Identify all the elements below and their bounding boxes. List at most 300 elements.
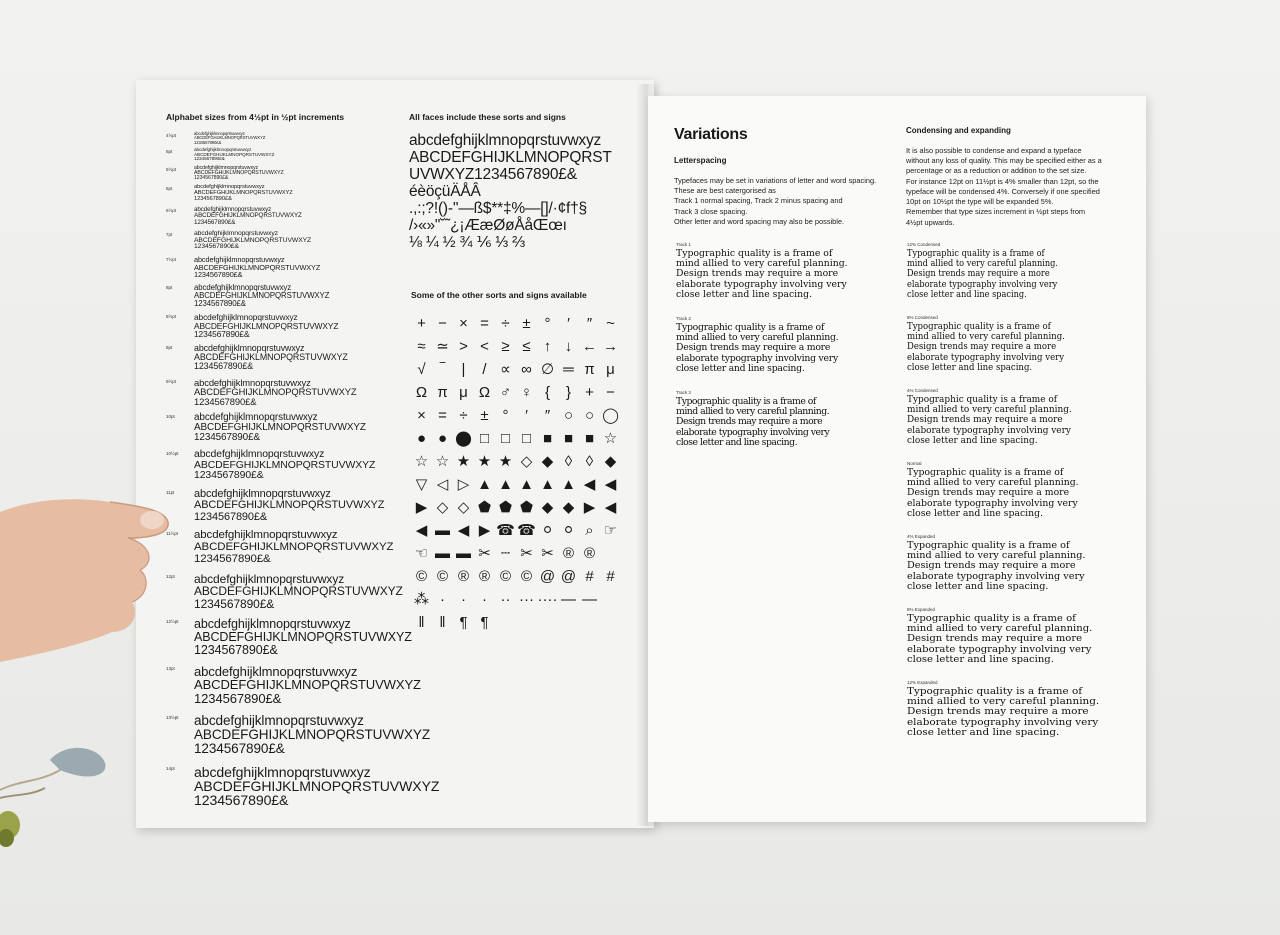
size-row	[166, 530, 406, 565]
sign-glyph: /	[482, 361, 487, 378]
specimen-line: abcdefghijklmnopqrstuvwxyz	[194, 712, 364, 728]
size-label: 12½pt	[166, 619, 179, 625]
sign-glyph: −	[606, 384, 615, 401]
specimen-line: 1234567890£&	[194, 270, 243, 279]
specimen-line: ABCDEFGHIJKLMNOPQRSTUVWXYZ	[194, 190, 293, 197]
sign-glyph: ‾	[440, 361, 445, 378]
specimen-line: ABCDEFGHIJKLMNOPQRSTUVWXYZ	[194, 459, 376, 471]
sign-glyph: ¶	[480, 614, 489, 631]
sign-glyph	[558, 613, 579, 632]
sign-glyph: ▲	[561, 476, 576, 493]
sample-label: 12% Expanded	[907, 680, 938, 685]
sample-line: Typographic quality is a frame of	[907, 394, 1058, 405]
other-signs-heading: Some of the other sorts and signs available	[411, 290, 587, 300]
specimen-line: ABCDEFGHIJKLMNOPQRSTUVWXYZ	[194, 726, 430, 742]
sign-glyph: ±	[522, 315, 531, 332]
faces-line: abcdefghijklmnopqrstuvwxyz	[409, 132, 602, 149]
sign-glyph: ☜	[414, 545, 429, 562]
faces-line: /›«»"˘˜¿¡ÆæØøÅåŒœı	[409, 217, 567, 235]
specimen-line: ABCDEFGHIJKLMNOPQRSTUVWXYZ	[194, 422, 366, 433]
sign-glyph: ↑	[543, 338, 552, 355]
sign-glyph: ↓	[564, 338, 573, 355]
sign-glyph: =	[480, 315, 489, 332]
size-label: 5½pt	[166, 166, 177, 172]
sign-glyph: □	[521, 430, 532, 447]
sample-line: Typographic quality is a frame of	[676, 248, 833, 259]
sign-glyph: #	[606, 568, 615, 585]
size-row	[166, 763, 440, 809]
sign-glyph: √	[417, 361, 426, 378]
sign-glyph: ═	[563, 361, 574, 378]
sample-line: elaborate typography involving very	[907, 351, 1065, 363]
sign-glyph: #	[585, 568, 594, 585]
sign-glyph: ▲	[498, 476, 513, 493]
sample-line: Typographic quality is a frame of	[907, 613, 1076, 624]
specimen-line: 1234567890£&	[194, 432, 261, 444]
size-label: 9pt	[166, 345, 173, 351]
sign-glyph: ∅	[540, 361, 555, 378]
sample-line: Design trends may require a more	[676, 342, 831, 354]
specimen-line: 1234567890£&	[194, 196, 232, 203]
size-label: 9½pt	[166, 378, 177, 384]
sample-line: elaborate typography involving very	[907, 570, 1085, 582]
specimen-line: 1234567890£&	[194, 596, 275, 611]
specimen-line: ABCDEFGHIJKLMNOPQRSTUVWXYZ	[194, 386, 357, 398]
sign-glyph: ···	[519, 591, 534, 608]
size-row	[166, 712, 430, 756]
sign-glyph	[600, 613, 621, 632]
faces-line: ⅛ ¼ ½ ¾ ⅙ ⅓ ⅔	[409, 234, 525, 252]
specimen-line: 1234567890£&	[194, 642, 278, 657]
specimen-line: abcdefghijklmnopqrstuvwxyz	[194, 617, 351, 632]
sign-glyph: ◊	[564, 453, 573, 470]
sign-glyph: ©	[499, 568, 512, 585]
sample-line: Typographic quality is a frame of	[907, 467, 1064, 478]
size-row	[166, 231, 406, 252]
paragraph-line: 10pt on 10½pt the type will be expanded 5%.	[906, 197, 1054, 207]
specimen-line: abcdefghijklmnopqrstuvwxyz	[194, 411, 318, 423]
sample-line: Typographic quality is a frame of	[907, 686, 1083, 697]
size-row	[166, 313, 406, 339]
specimen-line: ABCDEFGHIJKLMNOPQRSTUVWXYZ	[194, 212, 302, 220]
sign-glyph: ◀	[415, 522, 428, 539]
specimen-line: ABCDEFGHIJKLMNOPQRSTUVWXYZ	[194, 135, 266, 141]
sample-line: mind allied to very careful planning.	[907, 404, 1072, 416]
sign-glyph: ◀	[457, 522, 470, 539]
specimen-line: ABCDEFGHIJKLMNOPQRSTUVWXYZ	[194, 540, 394, 553]
size-label: 8½pt	[166, 313, 177, 319]
sign-glyph: ⬟	[519, 499, 534, 516]
specimen-line: 1234567890£&	[194, 740, 285, 756]
sign-glyph: ★	[498, 453, 513, 470]
specimen-line: 1234567890£&	[194, 470, 264, 482]
faces-line: .,:;?!()-''—ß$**‡%—[]/·¢f†§	[409, 200, 587, 218]
sample-line: mind allied to very careful planning.	[907, 258, 1059, 270]
paragraph-line: typeface will be condensed 4%. Conversely if one specified	[906, 186, 1100, 196]
sample-line: close letter and line spacing.	[907, 361, 1033, 373]
specimen-line: abcdefghijklmnopqrstuvwxyz	[194, 311, 298, 322]
size-label: 8pt	[166, 284, 173, 290]
paragraph-line: For instance 12pt on 11½pt is 4% smaller than 12pt, so the	[906, 176, 1099, 186]
sign-glyph: ⬟	[477, 499, 492, 516]
faces-heading: All faces include these sorts and signs	[409, 112, 566, 122]
size-row	[166, 344, 406, 371]
sign-glyph: ⌕	[585, 522, 594, 539]
sample-line: Typographic quality is a frame of	[907, 248, 1045, 259]
specimen-line: abcdefghijklmnopqrstuvwxyz	[194, 449, 325, 461]
paragraph-line: It is also possible to condense and expand a typeface	[906, 146, 1082, 155]
sample-line: Typographic quality is a frame of	[676, 396, 816, 407]
paragraph-line: These are best catergorised as	[674, 186, 776, 196]
sign-glyph: ▲	[477, 476, 492, 493]
sample-line: close letter and line spacing.	[907, 288, 1027, 300]
sign-glyph: ☆	[603, 430, 618, 447]
sign-glyph: ◆	[541, 453, 554, 470]
specimen-line: abcdefghijklmnopqrstuvwxyz	[194, 255, 285, 265]
sign-glyph: ©	[436, 568, 449, 585]
specimen-line: 1234567890£&	[194, 243, 239, 251]
sign-glyph: ←	[582, 338, 597, 355]
size-label: 7pt	[166, 231, 173, 237]
sign-glyph: ®	[478, 568, 491, 585]
sign-glyph: @	[560, 568, 577, 585]
letterspacing-heading: Letterspacing	[674, 156, 727, 165]
specimen-line: abcdefghijklmnopqrstuvwxyz	[194, 488, 331, 501]
size-row	[166, 256, 406, 278]
specimen-line: ABCDEFGHIJKLMNOPQRSTUVWXYZ	[194, 169, 284, 176]
size-label: 5pt	[166, 148, 173, 154]
sign-glyph: @	[539, 568, 556, 585]
sign-glyph: ∞	[521, 361, 532, 378]
specimen-line: ABCDEFGHIJKLMNOPQRSTUVWXYZ	[194, 778, 440, 795]
sign-glyph: ◀	[604, 499, 617, 516]
sign-glyph: ··	[500, 591, 511, 608]
sample-line: elaborate typography involving very	[676, 278, 847, 290]
paragraph-line: percentage or as a reduction or addition to the set size.	[906, 166, 1087, 176]
sign-glyph: +	[585, 384, 594, 401]
sample-line: mind allied to very careful planning.	[907, 623, 1093, 635]
paragraph-line: Other letter and word spacing may also be possible.	[674, 216, 845, 226]
sign-glyph: ⁂	[414, 591, 429, 608]
sign-glyph: ☎	[517, 522, 536, 539]
type-sample	[676, 390, 856, 448]
sign-glyph: μ	[606, 361, 615, 378]
sign-glyph: ·	[461, 591, 466, 608]
sign-glyph: ⚪	[541, 522, 554, 539]
size-row	[166, 573, 406, 610]
sample-line: Design trends may require a more	[907, 487, 1070, 499]
sign-glyph: <	[480, 338, 489, 355]
sign-glyph: ◯	[602, 407, 619, 424]
sample-line: Design trends may require a more	[676, 416, 823, 428]
specimen-line: ABCDEFGHIJKLMNOPQRSTUVWXYZ	[194, 262, 321, 272]
sample-line: close letter and line spacing.	[907, 580, 1049, 592]
sign-glyph: ®	[562, 545, 575, 562]
size-label: 10pt	[166, 413, 175, 419]
sign-glyph: ○	[584, 407, 595, 424]
sign-glyph: ★	[456, 453, 471, 470]
sign-glyph: ✂	[520, 545, 533, 562]
sign-glyph: ≤	[522, 338, 531, 355]
specimen-line: ABCDEFGHIJKLMNOPQRSTUVWXYZ	[194, 320, 339, 331]
sign-glyph: ☎	[496, 522, 515, 539]
plant-photo	[0, 740, 115, 850]
sign-glyph: |	[461, 361, 466, 378]
sign-glyph: ☆	[414, 453, 429, 470]
sample-line: close letter and line spacing.	[907, 507, 1044, 519]
specimen-line: ABCDEFGHIJKLMNOPQRSTUVWXYZ	[194, 499, 385, 512]
specimen-line: 1234567890£&	[194, 139, 222, 145]
sign-glyph: ▲	[540, 476, 555, 493]
sign-glyph: ′	[525, 407, 528, 424]
sign-glyph: ©	[415, 568, 428, 585]
sign-glyph: =	[438, 407, 447, 424]
sign-glyph: ◀	[583, 476, 596, 493]
sample-line: close letter and line spacing.	[676, 288, 813, 300]
sample-line: close letter and line spacing.	[676, 362, 805, 374]
sign-glyph: ☆	[435, 453, 450, 470]
sign-glyph: ¶	[459, 614, 468, 631]
size-label: 4½pt	[166, 133, 177, 138]
paragraph-line: 4½pt upwards.	[906, 217, 955, 227]
sample-line: elaborate typography involving very	[907, 424, 1071, 436]
sign-glyph: ▲	[519, 476, 534, 493]
sign-glyph: ″	[586, 315, 593, 332]
sign-glyph	[600, 544, 621, 563]
sign-glyph: ‖	[418, 614, 425, 631]
sign-glyph: ○	[563, 407, 574, 424]
sign-glyph: +	[417, 315, 426, 332]
size-row	[166, 207, 406, 226]
sign-glyph: μ	[459, 384, 468, 401]
alphabet-sizes-list	[166, 131, 440, 817]
sample-line: mind allied to very careful planning.	[907, 550, 1086, 562]
sign-glyph: ″	[544, 407, 551, 424]
faces-specimen	[409, 132, 639, 251]
sign-glyph: π	[437, 384, 448, 401]
paragraph-line: Track 3 close spacing.	[674, 206, 748, 216]
sample-line: Design trends may require a more	[907, 268, 1050, 280]
sign-glyph: ▷	[457, 476, 470, 493]
specimen-line: abcdefghijklmnopqrstuvwxyz	[194, 164, 259, 171]
paragraph-line: Typefaces may be set in variations of letter and word spacing.	[674, 176, 877, 185]
sign-glyph: }	[565, 384, 571, 401]
sign-glyph: ▶	[583, 499, 596, 516]
specimen-line: 1234567890£&	[194, 395, 257, 407]
sample-label: 8% Condensed	[907, 315, 938, 320]
sample-line: mind allied to very careful planning.	[676, 406, 830, 418]
sign-glyph: □	[500, 430, 511, 447]
sign-glyph: ♀	[520, 384, 533, 401]
size-row	[166, 664, 421, 706]
size-row	[166, 617, 412, 657]
hand-photo	[0, 492, 170, 692]
sample-label: Track 2	[676, 316, 691, 321]
type-sample	[907, 315, 1087, 373]
size-row	[166, 132, 406, 145]
sample-line: close letter and line spacing.	[907, 653, 1054, 665]
sign-glyph: Ω	[478, 384, 491, 401]
size-label: 13pt	[166, 666, 175, 672]
sample-label: 4% Condensed	[907, 388, 938, 393]
sign-glyph: ▶	[478, 522, 491, 539]
specimen-line: ABCDEFGHIJKLMNOPQRSTUVWXYZ	[194, 629, 412, 644]
size-row	[166, 489, 406, 523]
sample-label: 8% Expanded	[907, 607, 936, 612]
specimen-line: 1234567890£&	[194, 175, 229, 182]
specimen-line: 1234567890£&	[194, 298, 246, 308]
sample-line: elaborate typography involving very	[907, 716, 1099, 728]
paragraph-line: Remember that type sizes increment in ½pt steps from	[906, 207, 1086, 217]
specimen-line: abcdefghijklmnopqrstuvwxyz	[194, 184, 265, 191]
condensing-paragraph	[906, 146, 1126, 228]
sizes-heading: Alphabet sizes from 4½pt in ½pt increments	[166, 112, 345, 122]
specimen-line: ABCDEFGHIJKLMNOPQRSTUVWXYZ	[194, 151, 275, 157]
sign-glyph: ⚪	[562, 522, 575, 539]
sample-line: elaborate typography involving very	[907, 643, 1092, 655]
type-sample	[907, 388, 1087, 446]
sign-glyph: □	[479, 430, 490, 447]
sign-glyph	[579, 613, 600, 632]
type-sample	[907, 680, 1100, 738]
sign-glyph: ◇	[436, 499, 449, 516]
sign-glyph: ·	[482, 591, 487, 608]
faces-line: éèöçüÄÅÂ	[409, 183, 481, 201]
sign-glyph: ♂	[499, 384, 512, 401]
sign-glyph: ◀	[604, 476, 617, 493]
sign-glyph: ©	[520, 568, 533, 585]
sample-line: elaborate typography involving very	[676, 426, 830, 438]
type-sample	[676, 242, 856, 300]
specimen-line: ABCDEFGHIJKLMNOPQRSTUVWXYZ	[194, 352, 348, 363]
type-sample	[907, 534, 1087, 592]
sample-line: mind allied to very careful planning.	[907, 477, 1079, 489]
type-sample	[907, 461, 1087, 519]
specimen-line: 1234567890£&	[194, 552, 271, 565]
sample-line: close letter and line spacing.	[907, 726, 1060, 738]
sign-glyph: ≃	[436, 338, 449, 355]
specimen-line: abcdefghijklmnopqrstuvwxyz	[194, 229, 278, 237]
specimen-line: abcdefghijklmnopqrstuvwxyz	[194, 146, 252, 152]
faces-line: UVWXYZ1234567890£&	[409, 166, 577, 184]
sign-glyph: ◆	[541, 499, 554, 516]
sign-glyph: ®	[457, 568, 470, 585]
specimen-line: ABCDEFGHIJKLMNOPQRSTUVWXYZ	[194, 290, 330, 300]
sign-glyph: °	[502, 407, 509, 424]
specimen-line: 1234567890£&	[194, 361, 254, 372]
sign-glyph	[516, 613, 537, 632]
sign-glyph	[537, 613, 558, 632]
sample-line: close letter and line spacing.	[907, 434, 1038, 446]
sample-line: Design trends may require a more	[676, 268, 839, 280]
size-label: 13½pt	[166, 714, 179, 720]
sign-glyph: ☞	[603, 522, 618, 539]
size-label: 6pt	[166, 186, 173, 192]
sign-glyph: ✂	[541, 545, 554, 562]
type-sample	[907, 242, 1087, 300]
sign-glyph: ▶	[415, 499, 428, 516]
size-label: 11pt	[166, 490, 175, 496]
specimen-line: abcdefghijklmnopqrstuvwxyz	[194, 529, 338, 542]
size-label: 10½pt	[166, 451, 179, 457]
specimen-line: 1234567890£&	[194, 690, 282, 706]
size-row	[166, 413, 406, 443]
sign-glyph: —	[561, 591, 576, 608]
size-label: 14pt	[166, 765, 175, 771]
sign-glyph: ▬	[435, 522, 450, 539]
sign-glyph: π	[584, 361, 595, 378]
size-row	[166, 450, 406, 482]
specimen-line: abcdefghijklmnopqrstuvwxyz	[194, 763, 371, 780]
sign-glyph: ⬟	[498, 499, 513, 516]
sign-glyph: ▽	[415, 476, 428, 493]
sign-glyph: ‖	[439, 614, 446, 631]
sample-label: Track 1	[676, 242, 691, 247]
sample-line: Design trends may require a more	[907, 633, 1083, 645]
specimen-line: 1234567890£&	[194, 510, 268, 523]
sign-glyph: ≈	[417, 338, 426, 355]
type-sample	[676, 316, 856, 374]
specimen-line: 1234567890£&	[194, 329, 250, 340]
sign-glyph: ■	[584, 430, 595, 447]
signs-grid	[411, 314, 626, 632]
specimen-line: abcdefghijklmnopqrstuvwxyz	[194, 572, 345, 587]
size-row	[166, 148, 406, 162]
specimen-line: 1234567890£&	[194, 792, 289, 809]
sign-glyph: >	[459, 338, 468, 355]
faces-line: ABCDEFGHIJKLMNOPQRST	[409, 149, 612, 167]
sign-glyph: ◁	[436, 476, 449, 493]
sign-glyph: Ω	[415, 384, 428, 401]
size-label: 6½pt	[166, 207, 177, 213]
sign-glyph: ····	[537, 591, 558, 608]
sign-glyph: →	[603, 338, 618, 355]
sample-line: mind allied to very careful planning.	[676, 258, 848, 270]
specimen-line: abcdefghijklmnopqrstuvwxyz	[194, 205, 272, 213]
sign-glyph: ◆	[604, 453, 617, 470]
sign-glyph: ×	[459, 315, 468, 332]
sign-glyph: ◇	[457, 499, 470, 516]
specimen-line: abcdefghijklmnopqrstuvwxyz	[194, 282, 292, 292]
specimen-line: ABCDEFGHIJKLMNOPQRSTUVWXYZ	[194, 677, 421, 693]
size-row	[166, 378, 406, 407]
sign-glyph: ∝	[500, 361, 511, 378]
paragraph-line: Track 1 normal spacing, Track 2 minus spacing and	[674, 196, 843, 206]
specimen-line: 1234567890£&	[194, 218, 236, 226]
sample-line: Design trends may require a more	[907, 560, 1076, 572]
sample-label: Normal	[907, 461, 922, 466]
sign-glyph: ■	[542, 430, 553, 447]
sign-glyph: {	[544, 384, 550, 401]
sign-glyph: ●	[416, 430, 427, 447]
sign-glyph: ≥	[501, 338, 510, 355]
sign-glyph: ⬤	[455, 430, 472, 447]
sample-line: elaborate typography involving very	[907, 278, 1058, 290]
size-row	[166, 284, 406, 308]
sign-glyph: ┄	[500, 545, 511, 562]
sample-line: Design trends may require a more	[907, 341, 1057, 353]
specimen-line: ABCDEFGHIJKLMNOPQRSTUVWXYZ	[194, 236, 312, 244]
specimen-line: abcdefghijklmnopqrstuvwxyz	[194, 376, 311, 388]
sign-glyph: ✂	[478, 545, 491, 562]
condensing-heading: Condensing and expanding	[906, 126, 1011, 135]
sample-line: mind allied to very careful planning.	[907, 696, 1100, 708]
sample-line: Typographic quality is a frame of	[907, 540, 1070, 551]
sample-line: elaborate typography involving very	[907, 497, 1078, 509]
size-label: 11½pt	[166, 531, 179, 537]
sign-glyph: °	[544, 315, 551, 332]
sign-glyph: ★	[477, 453, 492, 470]
